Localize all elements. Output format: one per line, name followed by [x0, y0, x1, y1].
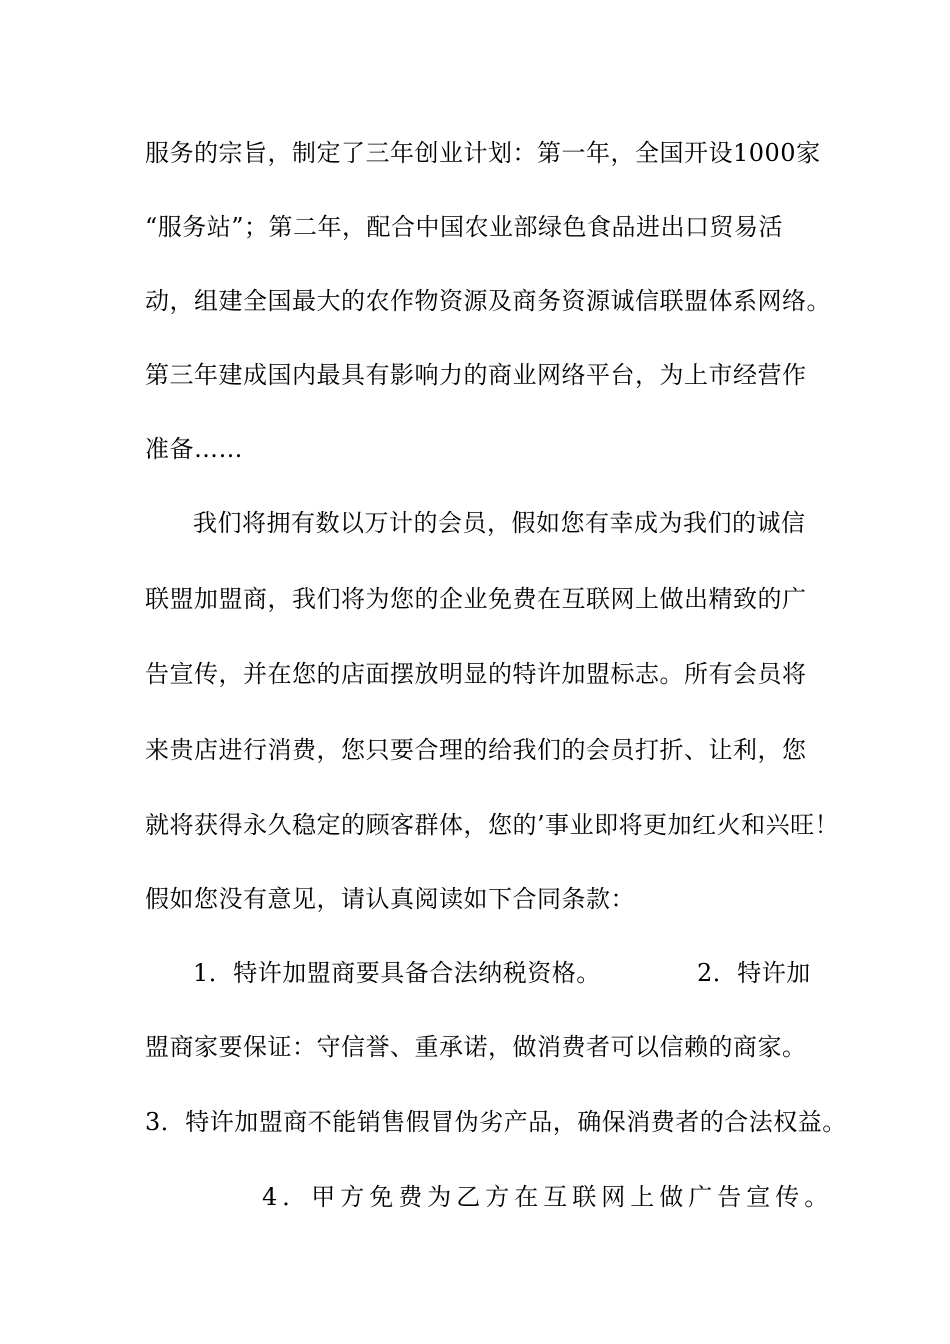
body-text-line: 就将获得永久稳定的顾客群体，您的’事业即将更加红火和兴旺！ — [145, 811, 840, 839]
clause-item-1: 1．特许加盟商要具备合法纳税资格。 — [193, 959, 601, 987]
body-text-line: 来贵店进行消费，您只要合理的给我们的会员打折、让利，您 — [145, 736, 807, 764]
body-text-line: 动，组建全国最大的农作物资源及商务资源诚信联盟体系网络。 — [145, 287, 831, 315]
body-text-line: 我们将拥有数以万计的会员，假如您有幸成为我们的诚信 — [193, 509, 806, 537]
clause-item-3: 3．特许加盟商不能销售假冒伪劣产品，确保消费者的合法权益。 — [145, 1108, 847, 1136]
clause-item-4: 4．甲方免费为乙方在互联网上做广告宣传。 — [262, 1183, 834, 1211]
body-text-line: 告宣传，并在您的店面摆放明显的特许加盟标志。所有会员将 — [145, 660, 807, 688]
body-text-line: “服务站”；第二年，配合中国农业部绿色食品进出口贸易活 — [145, 213, 784, 241]
body-text-line: 假如您没有意见，请认真阅读如下合同条款： — [145, 885, 635, 913]
body-text-line: 第三年建成国内最具有影响力的商业网络平台，为上市经营作 — [145, 361, 807, 389]
body-text-line: 联盟加盟商，我们将为您的企业免费在互联网上做出精致的广 — [145, 585, 807, 613]
body-text-line: 准备…… — [145, 435, 243, 463]
clause-item-2-start: 2．特许加 — [697, 959, 811, 987]
body-text-line: 服务的宗旨，制定了三年创业计划：第一年，全国开设1000家 — [145, 139, 821, 167]
clause-item-2-end: 盟商家要保证：守信誉、重承诺，做消费者可以信赖的商家。 — [145, 1033, 807, 1061]
